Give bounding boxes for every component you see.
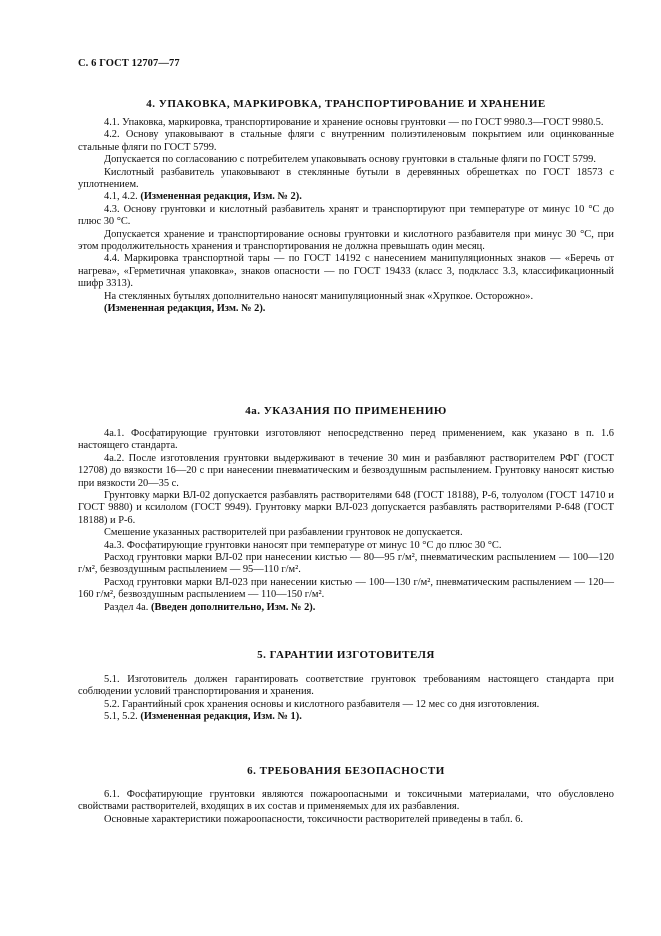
section-4a-body [78, 428, 614, 614]
paragraph: 5.1. Изготовитель должен гарантировать соответствие грунтовок требованиям настоящего стандарта при соблюдении условий транспортирования и хранения. [78, 674, 614, 698]
section-5-title: 5. ГАРАНТИИ ИЗГОТОВИТЕЛЯ [257, 649, 435, 661]
paragraph: Основные характеристики пожароопасности, токсичности растворителей приведены в табл. 6. [104, 813, 523, 825]
note-text: (Измененная редакция, Изм. № 2). [140, 191, 302, 203]
section-5-body [78, 674, 614, 724]
paragraph: Расход грунтовки марки ВЛ-02 при нанесении кистью — 80—95 г/м², пневматическим распылением — 100—120 г/м², безвоздушным распылением — 95—110 г/м². [78, 552, 614, 576]
paragraph: 6.1. Фосфатирующие грунтовки являются пожароопасными и токсичными материалами, что обусловлено свойствами растворителей, входящих в их состав и применяемых для их разбавления. [78, 789, 614, 813]
paragraph: Кислотный разбавитель упаковывают в стеклянные бутыли в деревянных обрешетках по ГОСТ 18573 с уплотнением. [78, 166, 614, 191]
section-4-body [78, 117, 614, 316]
section-4-title: 4. УПАКОВКА, МАРКИРОВКА, ТРАНСПОРТИРОВАНИЕ И ХРАНЕНИЕ [146, 98, 546, 110]
note-prefix: 5.1, 5.2. [104, 711, 138, 723]
amendment-note [78, 191, 614, 203]
paragraph: 4.3. Основу грунтовки и кислотный разбавитель хранят и транспортируют при температуре от минус 10 °С до плюс 30 °С. [78, 203, 614, 228]
page-header: С. 6 ГОСТ 12707—77 [78, 58, 180, 69]
paragraph: 4.2. Основу упаковывают в стальные фляги с внутренним полиэтиленовым покрытием или оцинкованные стальные фляги по ГОСТ 5799. [78, 129, 614, 153]
note-text: (Измененная редакция, Изм. № 1). [140, 711, 302, 723]
paragraph: Допускается хранение и транспортирование основы грунтовки и кислотного разбавителя при минус 30 °С, при этом продолжительность хранения и транспортирования не должна превышать один месяц. [78, 228, 614, 253]
amendment-note: (Измененная редакция, Изм. № 2). [104, 303, 266, 315]
paragraph: Расход грунтовки марки ВЛ-023 при нанесении кистью — 100—130 г/м², пневматическим распылением — 120—160 г/м², безвоздушным распылением — 110—150 г/м². [78, 576, 614, 601]
amendment-note [78, 711, 614, 723]
paragraph: 4а.3. Фосфатирующие грунтовки наносят при температуре от минус 10 °С до плюс 30 °С. [104, 539, 502, 551]
paragraph: 5.2. Гарантийный срок хранения основы и кислотного разбавителя — 12 мес со дня изготовления. [104, 698, 540, 710]
paragraph: 4.4. Маркировка транспортной тары — по ГОСТ 14192 с нанесением манипуляционных знаков — «Беречь от нагрева», «Герметичная упаковка», знаков опасности — по ГОСТ 19433 (класс 3, подкласс 3.3, классификационный шифр 3313). [78, 253, 614, 290]
note-prefix: 4.1, 4.2. [104, 191, 138, 203]
section-6-body [78, 789, 614, 826]
paragraph: На стеклянных бутылях дополнительно наносят манипуляционный знак «Хрупкое. Осторожно». [104, 290, 534, 302]
section-4a-title: 4а. УКАЗАНИЯ ПО ПРИМЕНЕНИЮ [245, 405, 447, 417]
paragraph: 4.1. Упаковка, маркировка, транспортирование и хранение основы грунтовки — по ГОСТ 9980.3—ГОСТ 9980.5. [104, 117, 604, 128]
paragraph: Смешение указанных растворителей при разбавлении грунтовок не допускается. [104, 527, 463, 539]
amendment-note [78, 602, 614, 614]
section-6-title: 6. ТРЕБОВАНИЯ БЕЗОПАСНОСТИ [247, 765, 445, 777]
paragraph: 4а.2. После изготовления грунтовки выдерживают в течение 30 мин и разбавляют растворителем РФГ (ГОСТ 12708) до вязкости 16—20 с при нанесении пневматическим и безвоздушным распылением. Грунтовку наносят кистью при вязкости 20—35 с. [78, 452, 614, 489]
paragraph: Допускается по согласованию с потребителем упаковывать основу грунтовки в стальные фляги по ГОСТ 5799. [104, 154, 596, 166]
note-prefix: Раздел 4а. [104, 601, 149, 613]
note-text: (Введен дополнительно, Изм. № 2). [151, 601, 316, 613]
paragraph: Грунтовку марки ВЛ-02 допускается разбавлять растворителями 648 (ГОСТ 18188), Р-6, толуолом (ГОСТ 14710 и ГОСТ 9880) и ксилолом (ГОСТ 9949). Грунтовку марки ВЛ-023 допускается разбавлять растворителями Р-648 (ГОСТ 18188) и Р-6. [78, 490, 614, 526]
paragraph: 4а.1. Фосфатирующие грунтовки изготовляют непосредственно перед применением, как указано в п. 1.6 настоящего стандарта. [78, 428, 614, 452]
